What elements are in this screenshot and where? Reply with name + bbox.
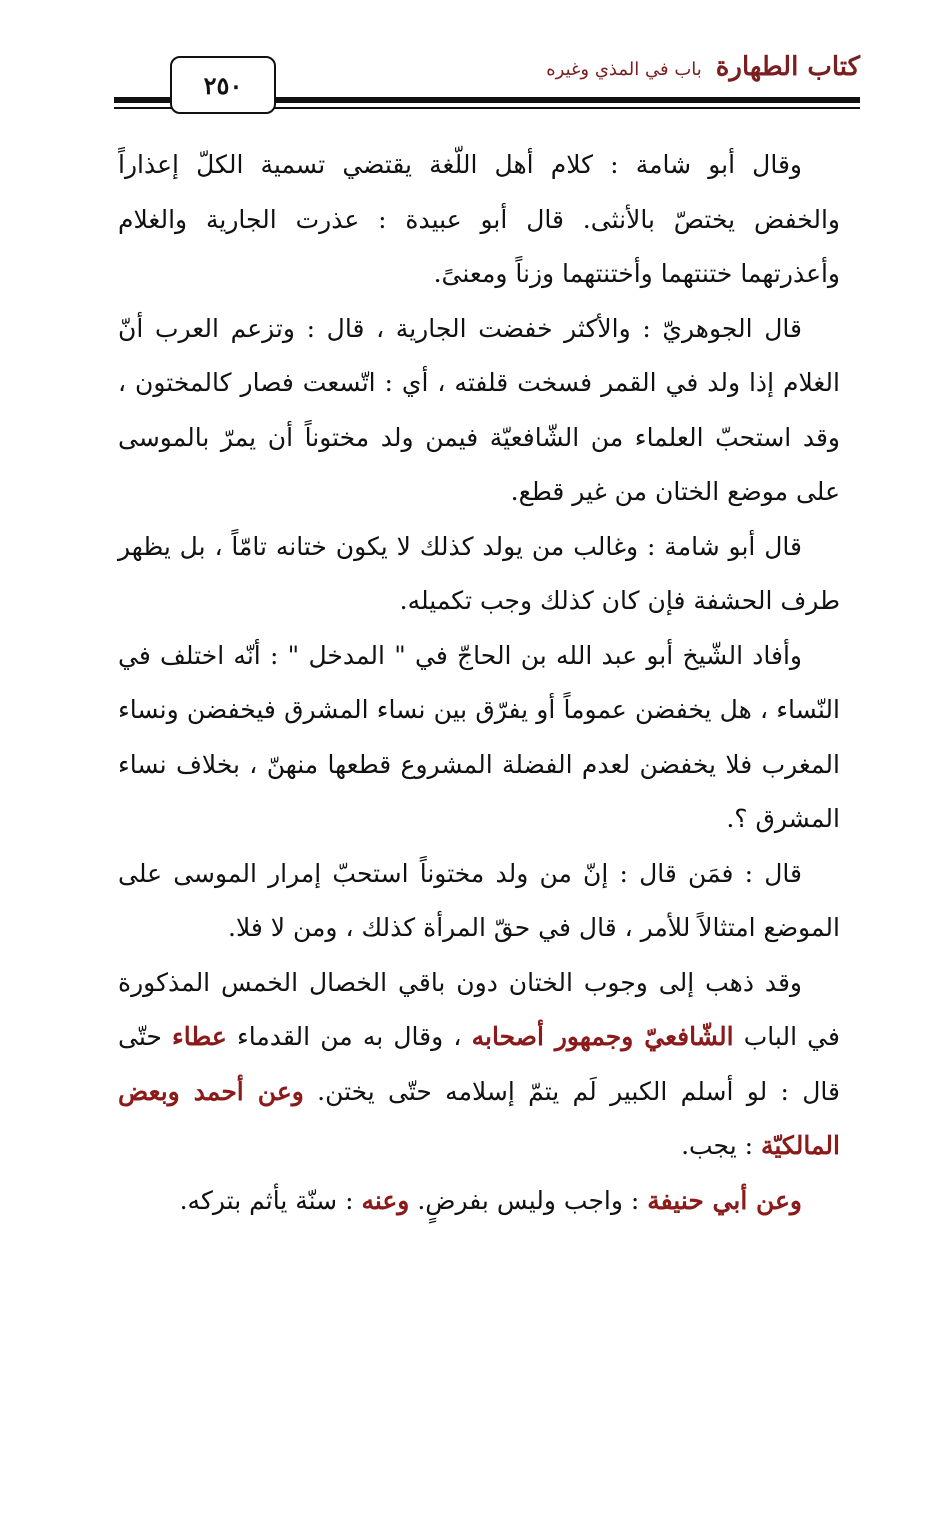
book-title: كتاب الطهارة [715,52,860,82]
running-header [546,52,860,92]
paragraph-7 [118,1174,840,1229]
paragraph-1: وقال أبو شامة : كلام أهل اللّغة يقتضي تسمية الكلّ إعذاراً والخفض يختصّ بالأنثى. قال أبو عبيدة : عذرت الجارية والغلام وأعذرتهما ختنتهما وأختنتهما وزناً ومعنىً. [118,150,840,288]
highlighted-name: الشّافعيّ وجمهور أصحابه [471,1022,734,1051]
paragraph-6 [118,956,840,1174]
paragraph-2: قال الجوهريّ : والأكثر خفضت الجارية ، قال : وتزعم العرب أنّ الغلام إذا ولد في القمر فسخت قلفته ، أي : اتّسعت فصار كالمختون ، وقد استحبّ العلماء من الشّافعيّة فيمن ولد مختوناً أن يمرّ بالموسى على موضع الختان من غير قطع. [118,313,840,506]
paragraph-4: وأفاد الشّيخ أبو عبد الله بن الحاجّ في " المدخل " : أنّه اختلف في النّساء ، هل يخفضن عموماً أو يفرّق بين نساء المشرق فيخفضن ونساء المغرب فلا يخفضن لعدم الفضلة المشروع قطعها منهنّ ، بخلاف نساء المشرق ؟. [118,640,840,833]
page-number: ٢٥٠ [170,56,276,114]
highlighted-name: وعن أبي حنيفة [647,1185,802,1215]
text-run: : واجب وليس بفرضٍ. [409,1185,648,1215]
text-run: وقد ذهب إلى وجوب الختان دون باقي الخصال الخمس المذكورة في الباب [118,967,840,1051]
text-run: : سنّة يأثم بتركه. [179,1185,362,1215]
text-run: ، وقال به من القدماء [226,1022,472,1051]
text-run: : يجب. [681,1131,761,1160]
paragraph-3: قال أبو شامة : وغالب من يولد كذلك لا يكون ختانه تامّاً ، بل يظهر طرف الحشفة فإن كان كذلك وجب تكميله. [118,531,840,615]
highlighted-name: وعن أحمد وبعض المالكيّة [118,1076,840,1160]
highlighted-name: عطاء [172,1022,227,1051]
body-text [118,138,840,1228]
text-run: حتّى قال : لو أسلم الكبير لَم يتمّ إسلامه حتّى يختن. [118,1022,840,1106]
chapter-title: باب في المذي وغيره [546,59,702,80]
highlighted-name: وعنه [361,1185,410,1215]
paragraph-5: قال : فمَن قال : إنّ من ولد مختوناً استحبّ إمرار الموسى على الموضع امتثالاً للأمر ، قال في حقّ المرأة كذلك ، ومن لا فلا. [118,858,840,942]
